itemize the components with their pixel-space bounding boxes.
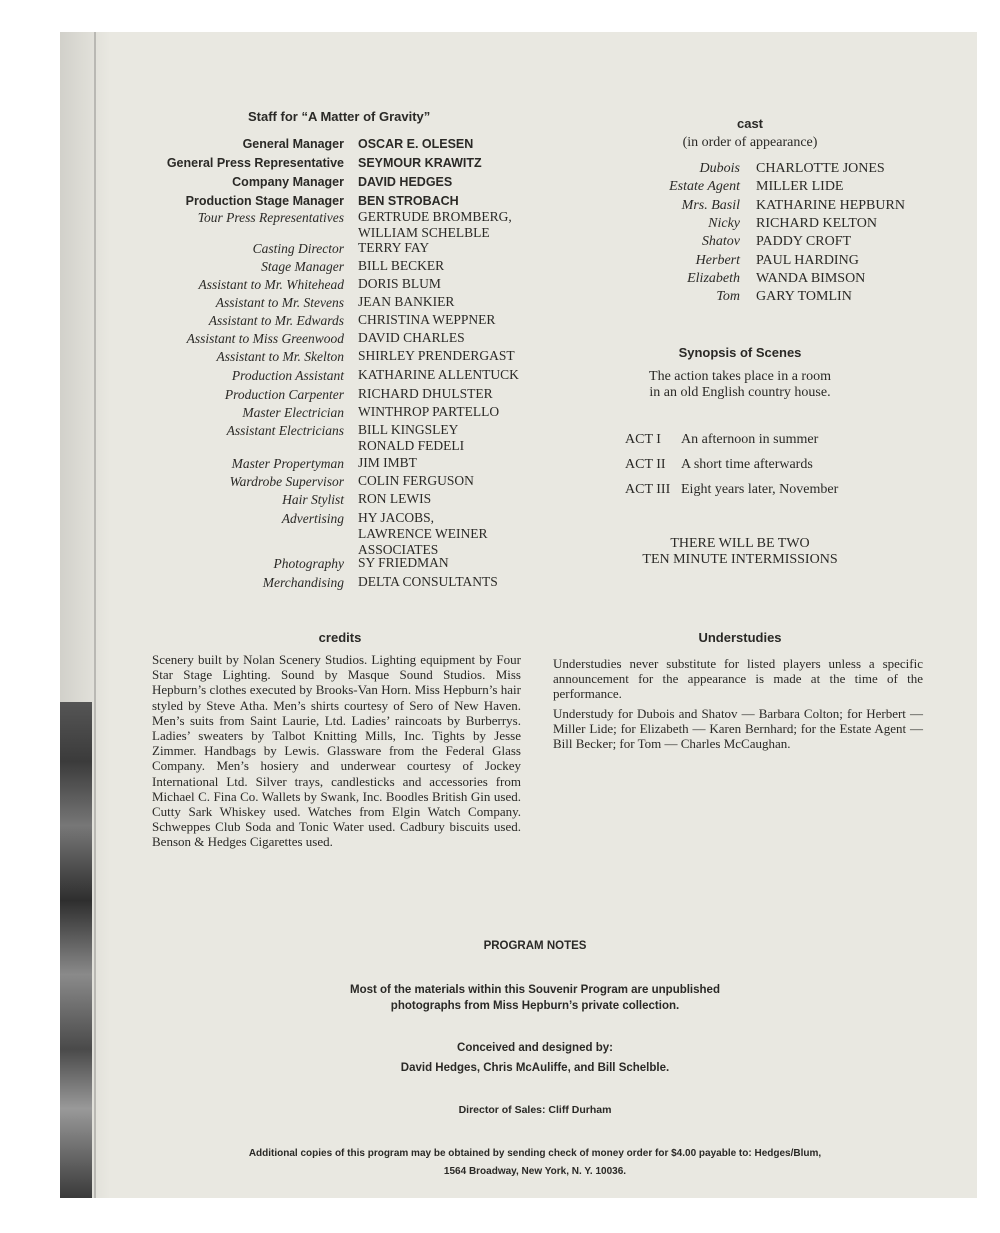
cast-role: Dubois xyxy=(699,161,740,176)
staff-name: BILL BECKER xyxy=(358,258,445,273)
program-notes-line2: photographs from Miss Hepburn’s private collection. xyxy=(390,1000,680,1012)
staff-role: Master Propertyman xyxy=(231,456,344,471)
staff-name: DAVID CHARLES xyxy=(358,330,465,345)
staff-role: Stage Manager xyxy=(261,259,344,274)
staff-role: Production Stage Manager xyxy=(185,194,344,208)
additional-copies-line2: 1564 Broadway, New York, N. Y. 10036. xyxy=(443,1166,627,1177)
staff-name: TERRY FAY xyxy=(358,240,430,255)
staff-role: Production Assistant xyxy=(231,368,344,383)
cast-list xyxy=(660,160,977,320)
cast-role: Elizabeth xyxy=(687,270,740,286)
synopsis-setting-line2: in an old English country house. xyxy=(649,385,831,400)
staff-name: GERTRUDE BROMBERG, WILLIAM SCHELBLE xyxy=(358,209,512,240)
staff-name: DORIS BLUM xyxy=(358,276,441,291)
program-page xyxy=(60,32,977,1198)
staff-role: Assistant to Mr. Stevens xyxy=(215,295,344,310)
staff-role: Assistant Electricians xyxy=(226,423,344,438)
act-label: ACT I xyxy=(625,432,661,447)
staff-name: SY FRIEDMAN xyxy=(358,555,449,570)
act-label: ACT III xyxy=(625,482,671,497)
synopsis-heading: Synopsis of Scenes xyxy=(678,345,802,360)
synopsis-setting xyxy=(620,369,860,401)
staff-name: WINTHROP PARTELLO xyxy=(358,404,500,419)
staff-name: OSCAR E. OLESEN xyxy=(358,137,474,151)
cast-role: Mrs. Basil xyxy=(681,197,740,213)
cast-actor: CHARLOTTE JONES xyxy=(756,161,885,176)
staff-role: Casting Director xyxy=(252,241,344,256)
staff-role: Photography xyxy=(273,556,344,571)
staff-heading: Staff for “A Matter of Gravity” xyxy=(248,109,431,124)
staff-name: DELTA CONSULTANTS xyxy=(358,574,498,589)
staff-role: Production Carpenter xyxy=(224,387,344,402)
understudies-para1: Understudies never substitute for listed players unless a specific announcement for the appearance is made at the time of the performance. xyxy=(553,656,923,702)
staff-role: Hair Stylist xyxy=(282,492,344,507)
intermission-line1: THERE WILL BE TWO xyxy=(670,536,810,551)
cast-actor: PADDY CROFT xyxy=(756,234,852,250)
intermission-line2: TEN MINUTE INTERMISSIONS xyxy=(642,552,838,567)
staff-role: Wardrobe Supervisor xyxy=(229,474,344,489)
staff-role: Assistant to Mr. Edwards xyxy=(208,313,344,328)
understudies-para2: Understudy for Dubois and Shatov — Barbara Colton; for Herbert — Miller Lide; for Elizabeth — Karen Bernhard; for the Estate Agent — Bill Becker; for Tom — Charles McCaughan. xyxy=(553,706,923,752)
synopsis-setting-line1: The action takes place in a room xyxy=(649,369,831,384)
staff-list xyxy=(60,135,580,615)
intermission-notice xyxy=(620,536,860,568)
staff-name: KATHARINE ALLENTUCK xyxy=(358,367,519,382)
cast-actor: GARY TOMLIN xyxy=(756,289,852,305)
cast-actor: WANDA BIMSON xyxy=(756,270,866,286)
cast-role: Estate Agent xyxy=(669,179,740,195)
staff-role: Advertising xyxy=(281,511,344,526)
program-notes-line1: Most of the materials within this Souvenir Program are unpublished xyxy=(350,984,720,996)
staff-role: Company Manager xyxy=(232,175,344,189)
director-of-sales: Director of Sales: Cliff Durham xyxy=(458,1104,612,1116)
additional-copies-notice xyxy=(120,1145,950,1181)
staff-name: SEYMOUR KRAWITZ xyxy=(358,156,482,170)
staff-name: BEN STROBACH xyxy=(358,194,459,208)
understudies-heading: Understudies xyxy=(698,630,782,645)
cast-heading: cast xyxy=(736,116,764,131)
conceived-label: Conceived and designed by: xyxy=(457,1042,613,1054)
cast-subheading: (in order of appearance) xyxy=(682,135,818,150)
act-description: A short time afterwards xyxy=(681,457,813,472)
act-description: Eight years later, November xyxy=(681,482,839,497)
staff-role: Tour Press Representatives xyxy=(197,210,344,225)
staff-role: General Manager xyxy=(242,137,344,151)
act-list xyxy=(625,431,945,511)
photo-edge-strip xyxy=(60,702,92,1198)
staff-role: Assistant to Mr. Whitehead xyxy=(198,277,344,292)
cast-role: Nicky xyxy=(708,215,740,231)
cast-actor: KATHARINE HEPBURN xyxy=(756,197,905,213)
staff-role: Merchandising xyxy=(262,575,344,590)
program-notes-body xyxy=(210,982,860,1014)
act-description: An afternoon in summer xyxy=(681,432,819,447)
staff-name: SHIRLEY PRENDERGAST xyxy=(358,348,515,363)
staff-name: JEAN BANKIER xyxy=(358,294,455,309)
staff-name: BILL KINGSLEY RONALD FEDELI xyxy=(358,422,465,453)
staff-name: CHRISTINA WEPPNER xyxy=(358,312,496,327)
cast-actor: MILLER LIDE xyxy=(756,179,844,195)
staff-name: HY JACOBS, LAWRENCE WEINER ASSOCIATES xyxy=(358,510,488,557)
staff-name: RICHARD DHULSTER xyxy=(358,386,493,401)
staff-name: DAVID HEDGES xyxy=(358,175,453,189)
staff-role: General Press Representative xyxy=(166,156,344,170)
cast-role: Shatov xyxy=(701,234,740,250)
additional-copies-line1: Additional copies of this program may be obtained by sending check of money order for $4.00 payable to: Hedges/Blum, xyxy=(248,1148,822,1159)
staff-name: JIM IMBT xyxy=(358,455,417,470)
cast-role: Tom xyxy=(716,289,740,305)
cast-role: Herbert xyxy=(695,252,740,268)
staff-role: Assistant to Mr. Skelton xyxy=(216,349,344,364)
credits-text: Scenery built by Nolan Scenery Studios. Lighting equipment by Four Star Stage Lighting. Sound by Masque Sound Studios. Miss Hepburn’s clothes executed by Brooks-Van Horn. Miss Hepburn’s hair styled by Steve Atha. Men’s shirts courtesy of Sero of New Haven. Men’s suits from Saint Laurie, Ltd. Ladies’ raincoats by Burberrys. Ladies’ sweaters by Talbot Knitting Mills, Inc. Tights by Jesse Zimmer. Handbags by Lewis. Glassware from the Federal Glass Company. Men’s hosiery and underwear courtesy of Jockey International Ltd. Silver trays, candlesticks and accessories from Michael C. Fina Co. Wallets by Swank, Inc. Boodles British Gin used. Cutty Sark Whiskey used. Watches from Elgin Watch Company. Schweppes Club Soda and Tonic Water used. Cadbury biscuits used. Benson & Hedges Cigarettes used. xyxy=(152,652,521,850)
designers-names: David Hedges, Chris McAuliffe, and Bill Schelble. xyxy=(400,1062,670,1074)
act-label: ACT II xyxy=(625,457,666,472)
staff-name: RON LEWIS xyxy=(358,491,432,506)
staff-name: COLIN FERGUSON xyxy=(358,473,474,488)
cast-actor: RICHARD KELTON xyxy=(756,215,877,231)
staff-role: Assistant to Miss Greenwood xyxy=(186,331,344,346)
staff-role: Master Electrician xyxy=(242,405,344,420)
credits-heading: credits xyxy=(318,630,362,645)
program-notes-heading: PROGRAM NOTES xyxy=(483,940,587,952)
cast-actor: PAUL HARDING xyxy=(756,252,859,268)
